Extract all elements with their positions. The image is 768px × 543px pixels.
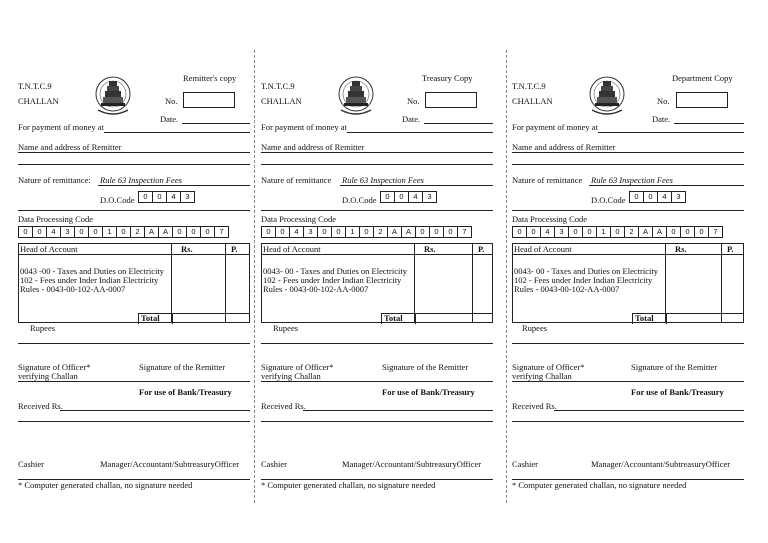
cashier-label: Cashier <box>261 459 287 469</box>
dp-code-label: Data Processing Code <box>261 214 337 224</box>
name-line-2[interactable] <box>512 164 744 165</box>
payment-label: For payment of money at <box>261 122 347 132</box>
dp-code-digit: 7 <box>214 226 229 238</box>
nature-label: Nature of remittance <box>261 175 332 185</box>
dp-code-digit: 0 <box>429 226 444 238</box>
manager-label: Manager/Accountant/SubtreasuryOfficer <box>100 459 240 469</box>
do-code-boxes <box>381 191 437 203</box>
total-line <box>414 313 492 314</box>
do-code-digit: 0 <box>643 191 658 203</box>
remitter-signature-label: Signature of the Remitter <box>631 362 718 372</box>
dp-code-digit: 0 <box>18 226 33 238</box>
dp-code-digit: 0 <box>610 226 625 238</box>
dp-code-digit: 3 <box>303 226 318 238</box>
officer-signature-sub: verifying Challan <box>512 371 572 381</box>
dp-code-digit: 4 <box>289 226 304 238</box>
signature-line <box>18 381 250 382</box>
dp-code-digit: 4 <box>540 226 555 238</box>
do-code-digit: 4 <box>657 191 672 203</box>
received-line-2 <box>18 421 250 422</box>
do-code-label: D.O.Code <box>591 195 626 205</box>
footnote: * Computer generated challan, no signature needed <box>261 480 436 490</box>
officer-signature-label: Signature of Officer* <box>18 362 91 372</box>
dp-code-digit: 0 <box>680 226 695 238</box>
cashier-label: Cashier <box>18 459 44 469</box>
dp-code-digit: 0 <box>526 226 541 238</box>
dp-code-digit: 0 <box>568 226 583 238</box>
do-code-line <box>261 210 493 211</box>
manager-label: Manager/Accountant/SubtreasuryOfficer <box>342 459 482 469</box>
dp-code-digit: 0 <box>172 226 187 238</box>
do-code-boxes <box>139 191 195 203</box>
dp-code-digit: 0 <box>116 226 131 238</box>
p-label: P. <box>727 244 734 254</box>
p-label: P. <box>231 244 238 254</box>
cashier-label: Cashier <box>512 459 538 469</box>
account-line: 102 - Fees under Inder Indian Electricity <box>514 275 653 285</box>
payment-label: For payment of money at <box>512 122 598 132</box>
do-code-digit: 0 <box>138 191 153 203</box>
signature-line <box>512 381 744 382</box>
dp-code-digit: 0 <box>415 226 430 238</box>
challan-label: CHALLAN <box>18 96 59 106</box>
footnote: * Computer generated challan, no signature needed <box>512 480 687 490</box>
copy-label: Treasury Copy <box>422 73 473 83</box>
dp-code-digit: 7 <box>708 226 723 238</box>
form-code: T.N.T.C.9 <box>18 81 52 91</box>
officer-signature-label: Signature of Officer* <box>261 362 334 372</box>
do-code-label: D.O.Code <box>342 195 377 205</box>
dp-code-digit: 4 <box>46 226 61 238</box>
no-label: No. <box>657 96 670 106</box>
dp-code-digit: 3 <box>554 226 569 238</box>
total-label: Total <box>384 313 403 323</box>
dp-code-digit: 0 <box>32 226 47 238</box>
dp-code-label: Data Processing Code <box>18 214 94 224</box>
dp-code-digit: A <box>652 226 667 238</box>
dp-code-digit: A <box>158 226 173 238</box>
do-code-digit: 0 <box>394 191 409 203</box>
account-line: 102 - Fees under Inder Indian Electricity <box>263 275 402 285</box>
name-address-label: Name and address of Remitter <box>18 142 122 152</box>
nature-value: Rule 63 Inspection Fees <box>100 175 182 185</box>
name-address-label: Name and address of Remitter <box>512 142 616 152</box>
rs-label: Rs. <box>424 244 436 254</box>
separator-1 <box>254 50 255 503</box>
do-code-label: D.O.Code <box>100 195 135 205</box>
dp-code-digit: 0 <box>582 226 597 238</box>
dp-code-digit: 0 <box>275 226 290 238</box>
received-line-2 <box>261 421 493 422</box>
date-field[interactable] <box>182 123 250 124</box>
do-code-digit: 3 <box>180 191 195 203</box>
nature-line <box>589 185 744 186</box>
manager-label: Manager/Accountant/SubtreasuryOfficer <box>591 459 731 469</box>
date-label: Date. <box>402 114 421 124</box>
total-label: Total <box>141 313 160 323</box>
date-field[interactable] <box>424 123 493 124</box>
received-label: Received Rs. <box>18 401 63 411</box>
nature-value: Rule 63 Inspection Fees <box>591 175 673 185</box>
account-table <box>261 243 493 323</box>
challan-number-field[interactable] <box>425 92 477 108</box>
dp-code-boxes <box>513 226 723 238</box>
dp-code-label: Data Processing Code <box>512 214 588 224</box>
payment-field[interactable] <box>104 132 250 133</box>
dp-code-digit: 0 <box>186 226 201 238</box>
dp-code-digit: 0 <box>200 226 215 238</box>
do-code-digit: 4 <box>408 191 423 203</box>
no-label: No. <box>407 96 420 106</box>
do-code-boxes <box>630 191 686 203</box>
account-line: 102 - Fees under Inder Indian Electricity <box>20 275 159 285</box>
payment-field[interactable] <box>598 132 744 133</box>
head-of-account-label: Head of Account <box>514 244 572 254</box>
remitter-signature-label: Signature of the Remitter <box>382 362 469 372</box>
officer-signature-sub: verifying Challan <box>18 371 78 381</box>
dp-code-digit: 1 <box>102 226 117 238</box>
nature-line <box>340 185 493 186</box>
total-line <box>171 313 249 314</box>
payment-field[interactable] <box>347 132 493 133</box>
dp-code-digit: 2 <box>373 226 388 238</box>
account-table <box>18 243 250 323</box>
total-label: Total <box>635 313 654 323</box>
challan-number-field[interactable] <box>676 92 728 108</box>
dp-code-digit: 0 <box>74 226 89 238</box>
rs-label: Rs. <box>675 244 687 254</box>
dp-code-digit: 0 <box>317 226 332 238</box>
dp-code-digit: 2 <box>624 226 639 238</box>
form-code: T.N.T.C.9 <box>512 81 546 91</box>
do-code-digit: 0 <box>152 191 167 203</box>
received-field[interactable] <box>60 410 250 411</box>
rupees-label: Rupees <box>30 323 56 333</box>
account-line: 0043- 00 - Taxes and Duties on Electricity <box>263 266 407 276</box>
date-label: Date. <box>652 114 671 124</box>
dp-code-digit: 7 <box>457 226 472 238</box>
date-label: Date. <box>160 114 179 124</box>
rupees-label: Rupees <box>273 323 299 333</box>
dp-code-digit: A <box>401 226 416 238</box>
challan-copy-department <box>512 60 744 500</box>
dp-code-digit: 1 <box>596 226 611 238</box>
do-code-digit: 3 <box>671 191 686 203</box>
dp-code-digit: 0 <box>666 226 681 238</box>
signature-line <box>261 381 493 382</box>
dp-code-digit: A <box>144 226 159 238</box>
bank-use-label: For use of Bank/Treasury <box>382 387 475 397</box>
dp-code-boxes <box>262 226 472 238</box>
dp-code-digit: 0 <box>88 226 103 238</box>
officer-signature-sub: verifying Challan <box>261 371 321 381</box>
account-line: 0043 -00 - Taxes and Duties on Electricity <box>20 266 164 276</box>
rupees-line[interactable] <box>512 343 744 344</box>
dp-code-boxes <box>19 226 229 238</box>
account-line: Rules - 0043-00-102-AA-0007 <box>20 284 126 294</box>
nature-label: Nature of remittance <box>512 175 583 185</box>
copy-label: Remitter's copy <box>183 73 237 83</box>
dp-code-digit: A <box>387 226 402 238</box>
tamil-nadu-emblem-icon <box>94 72 132 118</box>
name-line-1[interactable] <box>261 152 493 153</box>
rupees-label: Rupees <box>522 323 548 333</box>
do-code-digit: 3 <box>422 191 437 203</box>
received-field[interactable] <box>554 410 744 411</box>
rupees-line[interactable] <box>261 343 493 344</box>
name-address-label: Name and address of Remitter <box>261 142 365 152</box>
do-code-digit: 0 <box>380 191 395 203</box>
p-label: P. <box>478 244 485 254</box>
payment-label: For payment of money at <box>18 122 104 132</box>
nature-line <box>98 185 250 186</box>
received-field[interactable] <box>303 410 493 411</box>
name-line-1[interactable] <box>18 152 250 153</box>
bank-use-label: For use of Bank/Treasury <box>631 387 724 397</box>
received-label: Received Rs. <box>512 401 557 411</box>
dp-code-digit: 0 <box>694 226 709 238</box>
dp-code-digit: 2 <box>130 226 145 238</box>
rs-label: Rs. <box>181 244 193 254</box>
date-field[interactable] <box>674 123 744 124</box>
form-code: T.N.T.C.9 <box>261 81 295 91</box>
dp-code-digit: 0 <box>443 226 458 238</box>
no-label: No. <box>165 96 178 106</box>
received-label: Received Rs. <box>261 401 306 411</box>
do-code-line <box>512 210 744 211</box>
copy-label: Department Copy <box>672 73 733 83</box>
challan-number-field[interactable] <box>183 92 235 108</box>
remitter-signature-label: Signature of the Remitter <box>139 362 226 372</box>
account-line: Rules - 0043-00-102-AA-0007 <box>514 284 620 294</box>
do-code-digit: 4 <box>166 191 181 203</box>
challan-copy-remitter <box>18 60 250 500</box>
nature-label: Nature of remittance: <box>18 175 91 185</box>
total-line <box>665 313 743 314</box>
do-code-line <box>18 210 250 211</box>
head-of-account-label: Head of Account <box>20 244 78 254</box>
head-of-account-label: Head of Account <box>263 244 321 254</box>
challan-copy-treasury <box>261 60 493 500</box>
dp-code-digit: 3 <box>60 226 75 238</box>
name-line-1[interactable] <box>512 152 744 153</box>
challan-label: CHALLAN <box>512 96 553 106</box>
officer-signature-label: Signature of Officer* <box>512 362 585 372</box>
tamil-nadu-emblem-icon <box>588 72 626 118</box>
dp-code-digit: 1 <box>345 226 360 238</box>
rupees-line[interactable] <box>18 343 250 344</box>
account-line: Rules - 0043-00-102-AA-0007 <box>263 284 369 294</box>
tamil-nadu-emblem-icon <box>337 72 375 118</box>
account-table <box>512 243 744 323</box>
do-code-digit: 0 <box>629 191 644 203</box>
dp-code-digit: 0 <box>331 226 346 238</box>
nature-value: Rule 63 Inspection Fees <box>342 175 424 185</box>
dp-code-digit: 0 <box>512 226 527 238</box>
bank-use-label: For use of Bank/Treasury <box>139 387 232 397</box>
name-line-2[interactable] <box>18 164 250 165</box>
separator-2 <box>506 50 507 503</box>
footnote: * Computer generated challan, no signature needed <box>18 480 193 490</box>
name-line-2[interactable] <box>261 164 493 165</box>
dp-code-digit: A <box>638 226 653 238</box>
account-line: 0043- 00 - Taxes and Duties on Electricity <box>514 266 658 276</box>
dp-code-digit: 0 <box>359 226 374 238</box>
dp-code-digit: 0 <box>261 226 276 238</box>
challan-label: CHALLAN <box>261 96 302 106</box>
received-line-2 <box>512 421 744 422</box>
